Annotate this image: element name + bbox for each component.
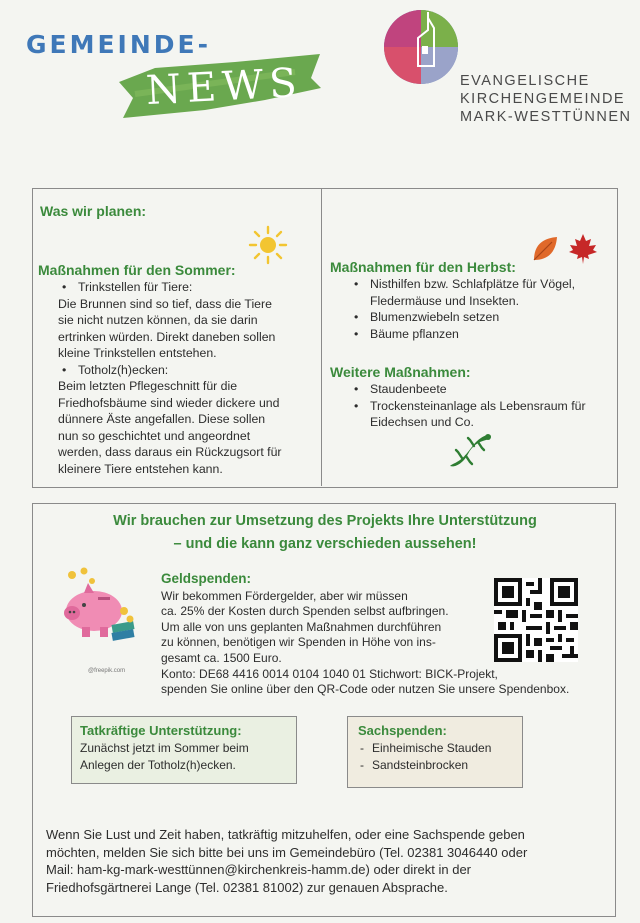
church-logo-icon bbox=[382, 8, 460, 86]
sach-heading: Sachspenden: bbox=[358, 723, 447, 738]
item-text: • Nisthilfen bzw. Schlafplätze für Vögel, bbox=[370, 277, 576, 291]
tat-line: Zunächst jetzt im Sommer beim bbox=[80, 741, 249, 755]
plan-title: Was wir planen: bbox=[40, 203, 147, 219]
list-item bbox=[350, 309, 612, 326]
leaf-icon bbox=[530, 234, 560, 264]
geld-line: gesamt ca. 1500 Euro. bbox=[161, 650, 282, 665]
list-item bbox=[350, 398, 612, 431]
footer-line: Wenn Sie Lust und Zeit haben, tatkräftig mitzuhelfen, oder eine Sachspende geben bbox=[46, 827, 525, 842]
item-text: dünnere Äste angefallen. Diese sollen bbox=[58, 412, 266, 426]
plan-divider bbox=[321, 188, 322, 486]
list-item: - Sandsteinbrocken bbox=[358, 757, 522, 774]
list-item bbox=[350, 276, 612, 309]
item-text: • Bäume pflanzen bbox=[370, 326, 459, 341]
account-line: spenden Sie online über den QR-Code oder nutzen Sie unsere Spendenbox. bbox=[161, 682, 570, 697]
list-item bbox=[350, 326, 612, 343]
item-text: nun so geschichtet und angeordnet bbox=[58, 428, 251, 443]
item-title: • Trinkstellen für Tiere: bbox=[78, 280, 193, 294]
piggy-bank-icon bbox=[58, 567, 138, 649]
item-title: • Totholz(h)ecken: bbox=[78, 362, 169, 377]
church-name bbox=[460, 72, 632, 126]
list-item bbox=[58, 279, 320, 362]
church-line-3: MARK-WESTTÜNNEN bbox=[460, 109, 632, 125]
summer-heading: Maßnahmen für den Sommer: bbox=[38, 262, 236, 278]
item-text: Friedhofsbäume sind wieder dickere und bbox=[58, 395, 280, 410]
item-text: werden, dass daraus ein Rückzugsort für bbox=[58, 445, 282, 459]
item-text: • Staudenbeete bbox=[370, 382, 447, 396]
image-credit: @freepik.com bbox=[88, 668, 126, 674]
qr-code-icon[interactable] bbox=[494, 578, 578, 662]
sach-list bbox=[358, 740, 522, 773]
support-heading-line-2: – und die kann ganz verschieden aussehen! bbox=[173, 536, 477, 552]
item-text: Die Brunnen sind so tief, dass die Tiere bbox=[58, 296, 272, 311]
brand-news: NEWS bbox=[144, 59, 304, 115]
further-list bbox=[350, 381, 612, 431]
item-text: ertrinken würden. Direkt daneben sollen bbox=[58, 329, 276, 344]
footer-line: Friedhofsgärtnerei Lange (Tel. 02381 81002) zur genauen Absprache. bbox=[46, 879, 448, 895]
geld-line: ca. 25% der Kosten durch Spenden selbst aufbringen. bbox=[161, 604, 449, 619]
maple-leaf-icon bbox=[566, 232, 600, 266]
support-heading bbox=[60, 510, 590, 556]
geld-account-text bbox=[161, 667, 601, 698]
geld-line: Wir bekommen Fördergelder, aber wir müssen bbox=[161, 589, 408, 603]
further-heading: Weitere Maßnahmen: bbox=[330, 364, 471, 380]
geld-line: Um alle von uns geplanten Maßnahmen durchführen bbox=[161, 619, 442, 634]
item-text: • Trockensteinanlage als Lebensraum für bbox=[370, 398, 586, 413]
list-item: - Einheimische Stauden bbox=[358, 740, 522, 757]
geld-line: zu können, benötigen wir Spenden in Höhe von ins- bbox=[161, 635, 436, 650]
tat-heading: Tatkräftige Unterstützung: bbox=[80, 723, 242, 738]
summer-list bbox=[58, 279, 320, 477]
support-heading-line-1: Wir brauchen zur Umsetzung des Projekts Ihre Unterstützung bbox=[113, 513, 537, 529]
account-line: Konto: DE68 4416 0014 0104 1040 01 Stichwort: BICK-Projekt, bbox=[161, 667, 498, 681]
item-text: Fledermäuse und Insekten. bbox=[370, 293, 520, 308]
sun-icon bbox=[248, 225, 288, 265]
sach-box bbox=[347, 716, 523, 788]
item-text: Eidechsen und Co. bbox=[370, 415, 474, 429]
footer-line: möchten, melden Sie sich bitte bei uns im Gemeindebüro (Tel. 02381 3046440 oder bbox=[46, 844, 528, 860]
footer-text bbox=[46, 826, 606, 896]
item-text: • Blumenzwiebeln setzen bbox=[370, 310, 500, 324]
item-text: kleine Trinkstellen entstehen. bbox=[58, 346, 217, 360]
lizard-icon bbox=[446, 432, 494, 472]
autumn-list bbox=[350, 276, 612, 342]
list-item bbox=[58, 362, 320, 478]
tat-line: Anlegen der Totholz(h)ecken. bbox=[80, 757, 236, 772]
tat-box bbox=[71, 716, 297, 784]
list-item bbox=[350, 381, 612, 398]
footer-line: Mail: ham-kg-mark-westtünnen@kirchenkreis-hamm.de) oder direkt in der bbox=[46, 862, 472, 877]
autumn-heading: Maßnahmen für den Herbst: bbox=[330, 259, 516, 275]
geld-text bbox=[161, 589, 491, 666]
geld-heading: Geldspenden: bbox=[161, 571, 252, 586]
church-line-1: EVANGELISCHE bbox=[460, 73, 590, 89]
church-line-2: KIRCHENGEMEINDE bbox=[460, 91, 626, 107]
brand-gemeinde: GEMEINDE- bbox=[26, 30, 211, 59]
item-text: Beim letzten Pflegeschnitt für die bbox=[58, 379, 238, 393]
item-text: kleinere Tiere entstehen kann. bbox=[58, 461, 223, 476]
item-text: sie nicht nutzen können, da sie darin bbox=[58, 313, 258, 327]
